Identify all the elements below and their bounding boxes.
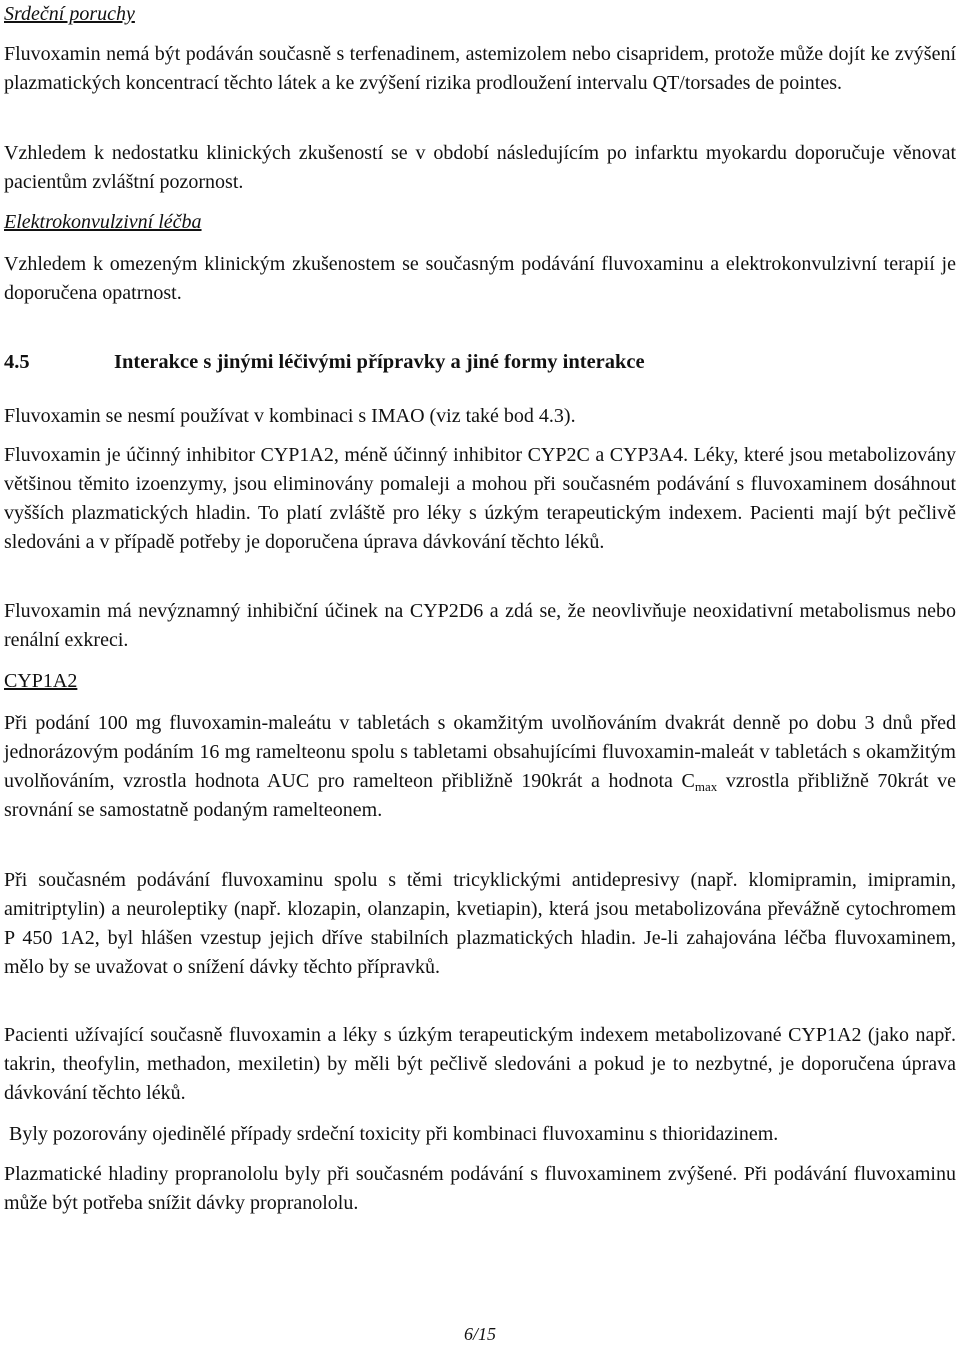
section-title: Interakce s jinými léčivými přípravky a jiné formy interakce [114, 351, 645, 373]
heading-cardiac-disorders: Srdeční poruchy [4, 3, 135, 25]
ramelteon-text-b: vzrostla přibližně 70krát ve srovnání se samostatně podaným ramelteonem. [4, 770, 956, 821]
paragraph-cyp2d6: Fluvoxamin má nevýznamný inhibiční účinek na CYP2D6 a zdá se, že neovlivňuje neoxidativní metabolismus nebo renální exkreci. [4, 600, 956, 651]
cmax-subscript: max [694, 779, 718, 794]
paragraph-cardiac-1: Fluvoxamin nemá být podáván současně s terfenadinem, astemizolem nebo cisapridem, protože může dojít ke zvýšení plazmatických koncentrací těchto látek a ke zvýšení rizika prodloužení intervalu QT/torsades de pointes. [4, 43, 956, 94]
heading-cyp1a2: CYP1A2 [4, 670, 78, 692]
paragraph-propranolol: Plazmatické hladiny propranololu byly při současném podávání s fluvoxaminem zvýšené. Při podávání fluvoxaminu může být potřeba snížit dávky propranololu. [4, 1163, 956, 1214]
paragraph-tricyclic: Při současném podávání fluvoxaminu spolu s těmi tricyklickými antidepresivy (např. klomipramin, imipramin, amitriptylin) a neuroleptiky (např. klozapin, olanzapin, kvetiapin), která jsou metabolizována převážně cytochromem P 450 1A2, byl hlášen vzestup jejich dříve stabilních plazmatických hladin. Je-li zahajována léčba fluvoxaminem, mělo by se uvažovat o snížení dávky těchto přípravků. [4, 869, 956, 978]
paragraph-cardiac-2: Vzhledem k nedostatku klinických zkušeností se v období následujícím po infarktu myokardu doporučuje věnovat pacientům zvláštní pozornost. [4, 142, 956, 193]
ramelteon-text-a: Při podání 100 mg fluvoxamin-maleátu v tabletách s okamžitým uvolňováním dvakrát denně po dobu 3 dnů před jednorázovým podáním 16 mg ramelteonu spolu s tabletami obsahujícími fluvoxamin-maleát v tabletách s okamžitým uvolňováním, vzrostla hodnota AUC pro ramelteon přibližně 190krát a hodnota C [4, 712, 956, 792]
heading-ect: Elektrokonvulzivní léčba [4, 211, 202, 233]
paragraph-thioridazine: Byly pozorovány ojedinělé případy srdeční toxicity při kombinaci fluvoxaminu s thioridazinem. [4, 1123, 779, 1145]
paragraph-narrow-index: Pacienti užívající současně fluvoxamin a léky s úzkým terapeutickým indexem metabolizované CYP1A2 (jako např. takrin, theofylin, methadon, mexiletin) by měli být pečlivě sledováni a pokud je to nezbytné, je doporučena úprava dávkování těchto léků. [4, 1024, 956, 1104]
paragraph-ect: Vzhledem k omezeným klinickým zkušenostem se současným podávání fluvoxaminu a elektrokonvulzivní terapií je doporučena opatrnost. [4, 253, 956, 304]
section-number: 4.5 [4, 351, 30, 373]
section-heading [4, 348, 956, 376]
page-number: 6/15 [463, 1324, 496, 1344]
paragraph-maoi: Fluvoxamin se nesmí používat v kombinaci s IMAO (viz také bod 4.3). [4, 405, 576, 427]
paragraph-cyp-inhibitor: Fluvoxamin je účinný inhibitor CYP1A2, méně účinný inhibitor CYP2C a CYP3A4. Léky, které jsou metabolizovány většinou těmito izoenzymy, jsou eliminovány pomaleji a mohou při současném podávání s fluvoxaminem dosáhnout vyšších plazmatických hladin. To platí zvláště pro léky s úzkým terapeutickým indexem. Pacienti mají být pečlivě sledováni a v případě potřeby je doporučena úprava dávkování těchto léků. [4, 444, 956, 553]
paragraph-ramelteon [4, 709, 956, 825]
